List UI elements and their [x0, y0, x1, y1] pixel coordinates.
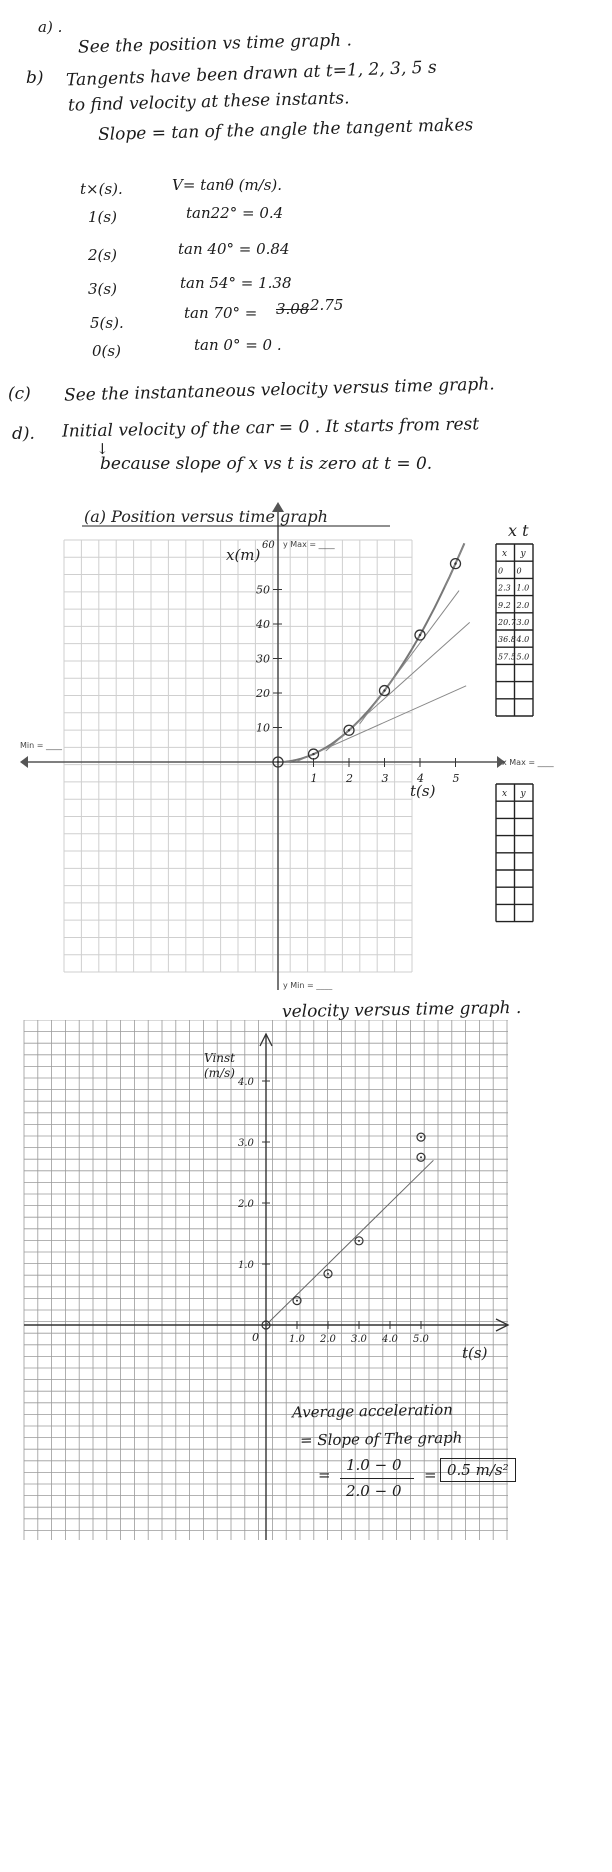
velocity-y-ticks — [237, 1077, 270, 1271]
row-4-corrected-value: 2.75 — [310, 296, 344, 314]
velocity-title: velocity versus time graph . — [281, 997, 522, 1023]
table-cell: 0 — [516, 566, 522, 576]
y-tick-label: 20 — [256, 687, 270, 700]
acceleration-eq-mid: = — [424, 1466, 437, 1484]
row-4-struck-value: 3.08 — [276, 300, 310, 318]
velocity-y-label-2: (m/s) — [204, 1066, 235, 1080]
tangent-line — [360, 591, 459, 724]
position-graph — [0, 490, 612, 990]
data-point-dot — [312, 753, 314, 755]
data-point-dot — [419, 634, 421, 636]
x-tick-label: 1.0 — [289, 1334, 305, 1345]
y-tick-label: 2.0 — [238, 1199, 254, 1210]
tangent-line — [298, 686, 467, 761]
row-4-v: tan 70° = — [184, 304, 258, 322]
part-b-label: b) — [26, 68, 44, 88]
x-tick-label: 3 — [381, 772, 389, 785]
table-header-t: t×(s). — [80, 180, 123, 198]
part-a-label: a) . — [38, 18, 63, 36]
velocity-graph — [0, 1020, 612, 1540]
row-4-t: 5(s). — [90, 314, 124, 332]
tangent-line — [445, 544, 465, 588]
data-point-dot — [277, 761, 279, 763]
table-header-cell: x — [502, 549, 508, 559]
data-point-dot — [348, 729, 350, 731]
table-cell: 0 — [498, 566, 504, 576]
part-d-line2: because slope of x vs t is zero at t = 0. — [100, 454, 433, 474]
part-c-label: (c) — [8, 384, 31, 404]
row-3-v: tan 54° = 1.38 — [180, 274, 292, 292]
y-max-label: y Max = ____ — [283, 540, 335, 549]
x-tick-label: 4.0 — [382, 1334, 398, 1345]
x-tick-label: 3.0 — [351, 1334, 367, 1345]
position-points — [273, 559, 461, 767]
y-tick-label: 40 — [256, 618, 270, 631]
data-point-dot — [296, 1300, 298, 1302]
tangent-line — [326, 622, 470, 751]
row-5-t: 0(s) — [92, 342, 121, 360]
row-2-t: 2(s) — [88, 246, 117, 264]
data-table — [496, 544, 533, 716]
position-y-label-top: 60 — [262, 540, 275, 551]
table2-header-cell: y — [520, 789, 526, 799]
table-cell: 2.3 — [498, 583, 511, 593]
data-table-empty — [496, 784, 533, 922]
part-d-label: d). — [12, 424, 35, 444]
position-x-axis-left-arrow — [20, 756, 28, 768]
part-c-text: See the instantaneous velocity versus time graph. — [63, 374, 495, 406]
x-max-label: x Max = ____ — [502, 758, 554, 767]
y-tick-label: 10 — [256, 721, 270, 735]
data-point-dot — [265, 1324, 267, 1326]
part-d-line1: Initial velocity of the car = 0 . It starts from rest — [61, 414, 480, 442]
table-top-header: x t — [508, 521, 529, 540]
x-tick-label: 4 — [417, 772, 424, 785]
acceleration-numerator: 1.0 − 0 — [346, 1456, 402, 1474]
acceleration-eq-prefix: = — [318, 1466, 331, 1484]
table-header-v: V= tanθ (m/s). — [172, 176, 283, 194]
row-3-t: 3(s) — [88, 280, 117, 298]
data-point-dot — [327, 1273, 329, 1275]
position-tangents — [298, 544, 470, 761]
y-min-label: y Min = ____ — [283, 981, 333, 990]
table-cell: 5.0 — [516, 652, 530, 662]
data-point-dot — [383, 689, 385, 691]
table-cell: 4.0 — [516, 635, 530, 645]
velocity-origin: 0 — [252, 1331, 259, 1344]
acceleration-line1: Average acceleration — [291, 1400, 454, 1422]
part-b-line1: Tangents have been drawn at t=1, 2, 3, 5 s — [65, 57, 438, 91]
row-1-t: 1(s) — [88, 208, 117, 226]
velocity-fit-line — [266, 1160, 433, 1325]
acceleration-result: 0.5 m/s² — [440, 1458, 516, 1482]
table2-header-cell: x — [502, 789, 508, 799]
x-tick-label: 2 — [346, 772, 353, 785]
part-a-text: See the position vs time graph . — [77, 30, 353, 58]
acceleration-denominator: 2.0 − 0 — [346, 1482, 402, 1500]
table-cell: 20.7 — [498, 618, 516, 627]
row-1-v: tan22° = 0.4 — [186, 204, 284, 222]
data-point-dot — [420, 1156, 422, 1158]
row-5-v: tan 0° = 0 . — [194, 336, 282, 354]
y-tick-label: 50 — [256, 583, 270, 597]
part-b-line2: to find velocity at these instants. — [67, 88, 350, 116]
x-min-label: Min = ____ — [20, 741, 62, 750]
data-point-dot — [358, 1240, 360, 1242]
table-cell: 1.0 — [516, 583, 530, 593]
position-x-label: t(s) — [410, 782, 436, 800]
position-grid — [64, 540, 412, 972]
part-b-line3: Slope = tan of the angle the tangent makes — [97, 115, 474, 145]
x-tick-label: 5 — [452, 772, 460, 785]
table-cell: 3.0 — [516, 618, 530, 627]
velocity-y-label-1: Vinst — [204, 1051, 236, 1065]
y-tick-label: 3.0 — [238, 1138, 254, 1149]
data-point-dot — [454, 562, 456, 564]
y-tick-label: 30 — [256, 652, 270, 666]
table-cell: 36.8 — [498, 635, 516, 645]
y-tick-label: 4.0 — [238, 1077, 254, 1088]
position-heading: (a) Position versus time graph — [84, 507, 328, 526]
x-tick-label: 2.0 — [320, 1334, 336, 1345]
x-tick-label: 1 — [310, 772, 318, 785]
x-tick-label: 5.0 — [413, 1334, 429, 1345]
table-header-cell: y — [520, 549, 526, 559]
data-point-dot — [420, 1136, 422, 1138]
row-2-v: tan 40° = 0.84 — [178, 240, 290, 258]
y-tick-label: 1.0 — [238, 1260, 254, 1271]
acceleration-line2: = Slope of The graph — [299, 1428, 463, 1450]
velocity-x-label: t(s) — [462, 1344, 488, 1362]
table-cell: 9.2 — [498, 600, 511, 610]
part-d-arrow: ↓ — [96, 440, 109, 458]
table-cell: 2.0 — [516, 600, 530, 610]
position-y-label: x(m) — [226, 546, 261, 564]
fraction-bar — [340, 1478, 414, 1479]
table-cell: 57.5 — [498, 652, 516, 662]
